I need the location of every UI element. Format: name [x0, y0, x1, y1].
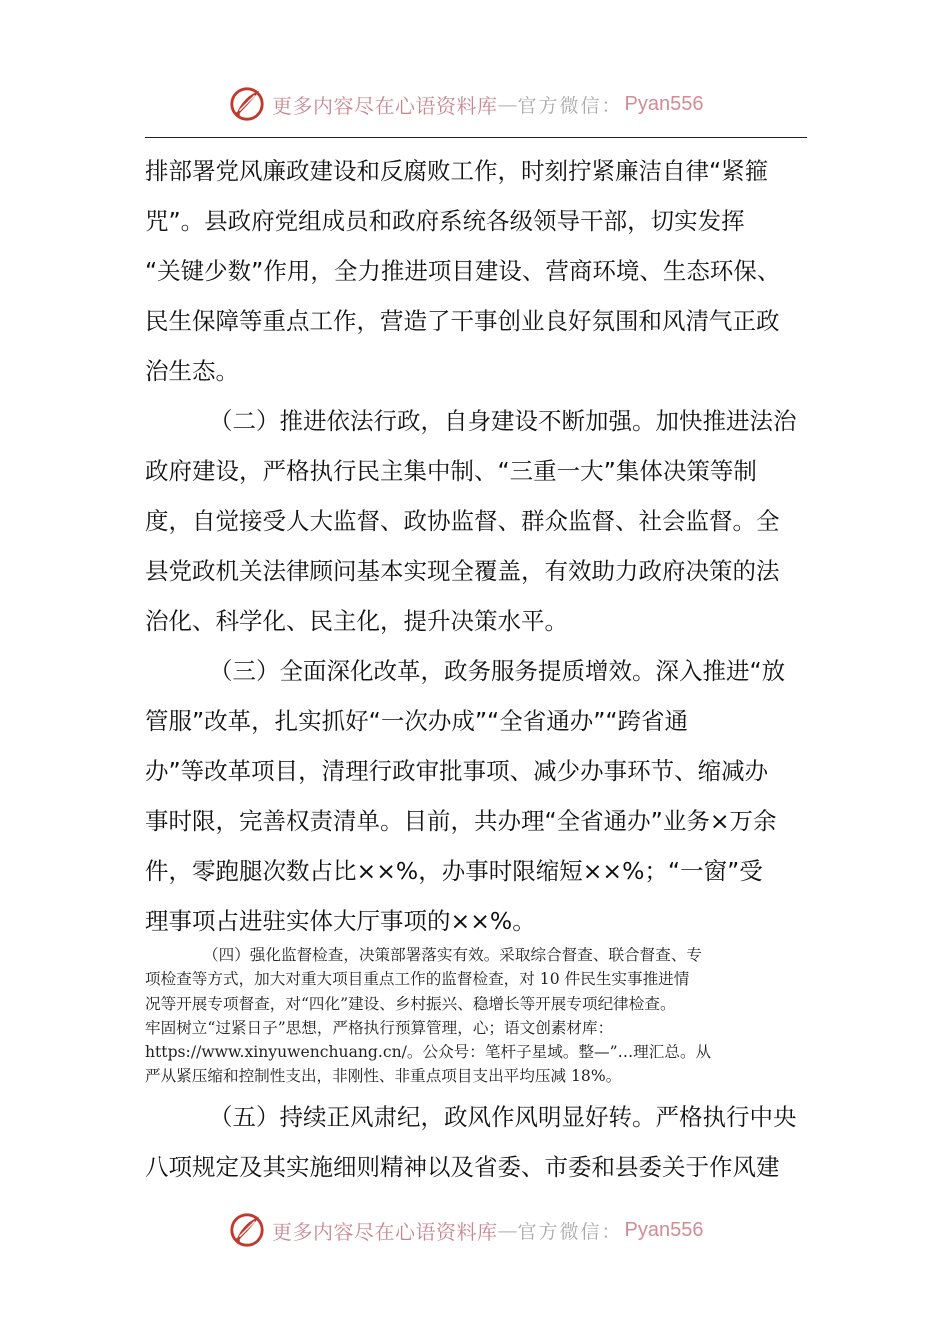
header-banner — [228, 84, 703, 124]
section-heading-line: （四）强化监督检查，决策部署落实有效。采取综合督查、联合督查、专 — [203, 946, 703, 964]
header-divider — [145, 137, 807, 138]
paragraph-line: 况等开展专项督查，对“四化”建设、乡村振兴、稳增长等开展专项纪律检查。 — [145, 994, 676, 1013]
section-5 — [145, 1092, 825, 1192]
banner-title: 更多内容尽在心语资料库 — [272, 93, 498, 118]
section-1 — [145, 146, 825, 396]
paragraph-line: 项检查等方式，加大对重大项目重点工作的监督检查，对 10 件民生实事推进情 — [145, 970, 690, 989]
paragraph-line: 管服”改革，扎实抓好“一次办成”“全省通办”“跨省通 — [145, 707, 689, 735]
banner-account: Pyan556 — [624, 1218, 704, 1241]
banner-wechat-label: 官方微信： — [517, 1220, 623, 1243]
paragraph-line: 严从紧压缩和控制性支出，非刚性、非重点项目支出平均压减 18%。 — [145, 1067, 622, 1086]
paragraph-line: 件，零跑腿次数占比××%，办事时限缩短××%；“一窗”受 — [145, 857, 763, 885]
footer-banner — [228, 1210, 703, 1250]
banner-dash: — — [497, 92, 518, 116]
paragraph-line: https://www.xinyuwenchuang.cn/。公众号：笔杆子星域。整—”…理汇总。从 — [145, 1043, 712, 1062]
document-body — [145, 146, 825, 946]
section-heading-line: （二）推进依法行政，自身建设不断加强。加快推进法治 — [209, 407, 797, 435]
paragraph-line: 度，自觉接受人大监督、政协监督、群众监督、社会监督。全 — [145, 507, 780, 535]
paragraph-line: 治生态。 — [145, 357, 239, 385]
banner-title: 更多内容尽在心语资料库 — [272, 1219, 498, 1244]
paragraph-line: 办”等改革项目，清理行政审批事项、减少办事环节、缩减办 — [145, 757, 769, 785]
logo-icon — [228, 85, 266, 123]
logo-icon — [228, 1211, 266, 1249]
paragraph-line: 牢固树立“过紧日子”思想，严格执行预算管理，心；语文创素材库： — [145, 1018, 614, 1037]
paragraph-line: 县党政机关法律顾问基本实现全覆盖，有效助力政府决策的法 — [145, 557, 780, 585]
paragraph-line: 咒”。县政府党组成员和政府系统各级领导干部，切实发挥 — [145, 207, 745, 235]
paragraph-line: 排部署党风廉政建设和反腐败工作，时刻拧紧廉洁自律“紧箍 — [145, 157, 769, 185]
paragraph-line: 八项规定及其实施细则精神以及省委、市委和县委关于作风建 — [145, 1153, 780, 1181]
section-heading-line: （三）全面深化改革，政务服务提质增效。深入推进“放 — [209, 657, 786, 685]
banner-dash: — — [497, 1218, 518, 1242]
paragraph-line: 民生保障等重点工作，营造了干事创业良好氛围和风清气正政 — [145, 307, 780, 335]
banner-wechat-label: 官方微信： — [517, 94, 623, 117]
paragraph-line: 事时限，完善权责清单。目前，共办理“全省通办”业务×万余 — [145, 807, 777, 835]
banner-account: Pyan556 — [624, 92, 704, 115]
section-3 — [145, 646, 825, 946]
paragraph-line: “关键少数”作用，全力推进项目建设、营商环境、生态环保、 — [145, 257, 781, 285]
section-4 — [145, 943, 815, 1089]
section-heading-line: （五）持续正风肃纪，政风作风明显好转。严格执行中央 — [209, 1103, 797, 1131]
paragraph-line: 理事项占进驻实体大厅事项的××%。 — [145, 907, 536, 935]
section-2 — [145, 396, 825, 646]
paragraph-line: 治化、科学化、民主化，提升决策水平。 — [145, 607, 568, 635]
paragraph-line: 政府建设，严格执行民主集中制、“三重一大”集体决策等制 — [145, 457, 757, 485]
